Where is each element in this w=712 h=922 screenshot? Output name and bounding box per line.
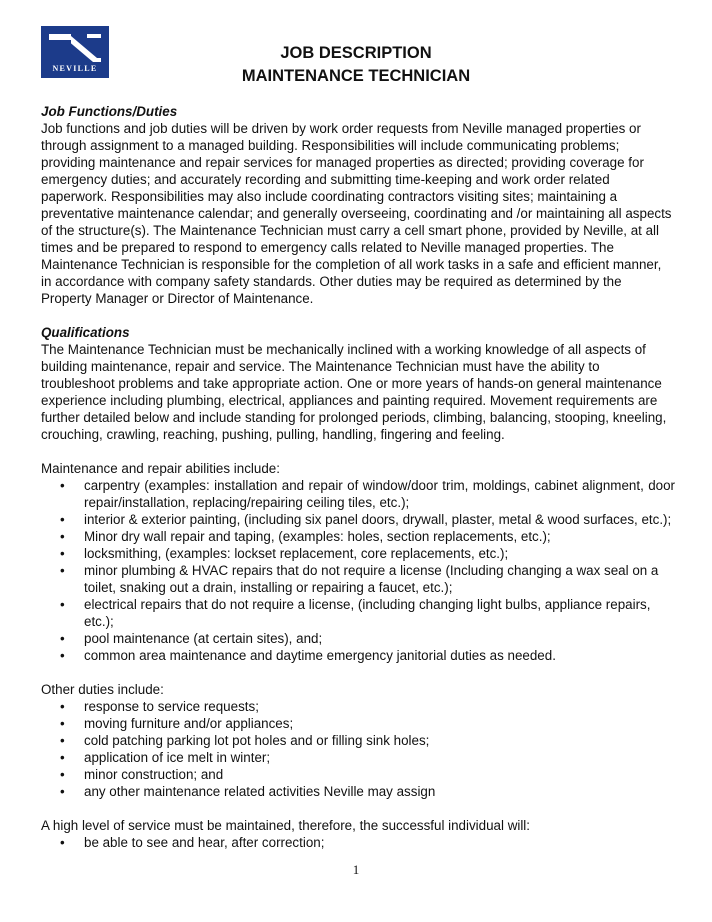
bullet-icon: • — [60, 784, 65, 799]
section-heading-qualifications: Qualifications — [41, 325, 130, 340]
list-item: • be able to see and hear, after correction; — [60, 835, 325, 850]
document-subtitle: MAINTENANCE TECHNICIAN — [241, 67, 471, 85]
logo-wordmark: NEVILLE — [52, 64, 98, 73]
abilities-intro: Maintenance and repair abilities include: — [41, 461, 280, 476]
page-number: 1 — [352, 862, 360, 877]
service-intro: A high level of service must be maintained, therefore, the successful individual will: — [41, 818, 531, 833]
qualifications-paragraph: The Maintenance Technician must be mechanically inclined with a working knowledge of all aspects of building maintenance, repair and service. The Maintenance Technician must have the ability to troubleshoot problems and take appropriate action. One or more years of hands-on general maintenance experience including plumbing, electrical, appliances and painting required. Movement requirements are further detailed below and include standing for prolonged periods, climbing, balancing, stooping, kneeling, crouching, crawling, reaching, pushing, pulling, handling, fingering and feeling. — [41, 342, 667, 442]
list-item: • minor construction; and — [60, 767, 224, 782]
document-body — [41, 103, 675, 851]
list-item: • common area maintenance and daytime emergency janitorial duties as needed. — [60, 648, 556, 663]
bullet-icon: • — [60, 699, 65, 714]
abilities-list — [41, 477, 675, 664]
bullet-icon: • — [60, 631, 65, 646]
bullet-icon: • — [60, 546, 65, 561]
bullet-icon: • — [60, 648, 65, 663]
list-item: • carpentry (examples: installation and repair of window/door trim, moldings, cabinet alignment, door repair/installation, replacing/repairing ceiling tiles, etc.); — [60, 478, 675, 510]
list-item: • locksmithing, (examples: lockset replacement, core replacements, etc.); — [60, 546, 509, 561]
list-item: • cold patching parking lot pot holes and or filling sink holes; — [60, 733, 430, 748]
document-title: JOB DESCRIPTION — [280, 44, 432, 62]
list-item: • pool maintenance (at certain sites), and; — [60, 631, 323, 646]
bullet-icon: • — [60, 716, 65, 731]
bullet-icon: • — [60, 563, 65, 578]
list-item: • Minor dry wall repair and taping, (examples: holes, section replacements, etc.); — [60, 529, 551, 544]
bullet-icon: • — [60, 767, 65, 782]
job-functions-paragraph: Job functions and job duties will be driven by work order requests from Neville managed properties or through assignment to a managed building. Responsibilities will include communicating problems; providing maintenance and repair services for managed properties as directed; providing coverage for emergency duties; and accurately recording and submitting time-keeping and work order related paperwork. Responsibilities may also include coordinating contractors visiting sites; maintaining a preventative maintenance calendar; and generally overseeing, coordinating and /or maintaining all aspects of the structure(s). The Maintenance Technician must carry a cell smart phone, provided by Neville, at all times and be prepared to respond to emergency calls related to Neville managed properties. The Maintenance Technician is responsible for the completion of all work tasks in a safe and efficient manner, in accordance with company safety standards. Other duties may be required as determined by the Property Manager or Director of Maintenance. — [41, 121, 672, 306]
bullet-icon: • — [60, 512, 65, 527]
bullet-icon: • — [60, 529, 65, 544]
list-item: • response to service requests; — [60, 699, 259, 714]
other-duties-intro: Other duties include: — [41, 682, 164, 697]
section-heading-job-functions: Job Functions/Duties — [41, 104, 178, 119]
bullet-icon: • — [60, 733, 65, 748]
list-item: • any other maintenance related activities Neville may assign — [60, 784, 436, 799]
list-item: • minor plumbing & HVAC repairs that do not require a license (Including changing a wax seal on a toilet, snaking out a drain, installing or repairing a faucet, etc.); — [60, 563, 659, 595]
service-list — [41, 834, 675, 851]
bullet-icon: • — [60, 750, 65, 765]
bullet-icon: • — [60, 835, 65, 850]
list-item: • interior & exterior painting, (including six panel doors, drywall, plaster, metal & wood surfaces, etc.); — [60, 512, 672, 527]
bullet-icon: • — [60, 597, 65, 612]
list-item: • electrical repairs that do not require a license, (including changing light bulbs, appliance repairs, etc.); — [60, 597, 651, 629]
list-item: • application of ice melt in winter; — [60, 750, 271, 765]
other-duties-list — [41, 698, 675, 800]
list-item: • moving furniture and/or appliances; — [60, 716, 294, 731]
bullet-icon: • — [60, 478, 65, 493]
